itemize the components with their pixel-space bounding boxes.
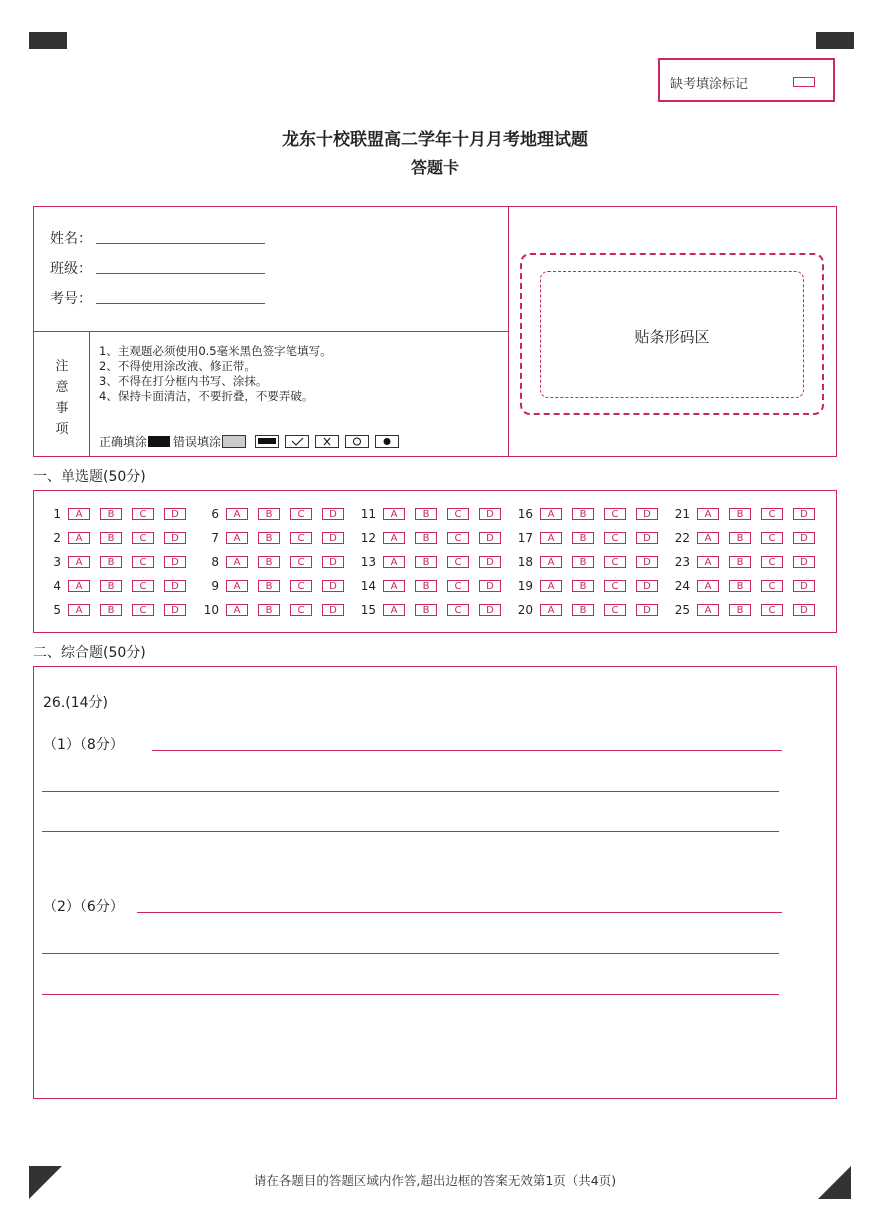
answer-option-c[interactable]: C bbox=[761, 580, 783, 592]
answer-option-a[interactable]: A bbox=[226, 556, 248, 568]
question-number: 19 bbox=[517, 579, 533, 593]
answer-option-c[interactable]: C bbox=[447, 580, 469, 592]
absent-mark-bubble[interactable] bbox=[793, 77, 815, 87]
answer-option-d[interactable]: D bbox=[793, 580, 815, 592]
note-item: 3、不得在打分框内书写、涂抹。 bbox=[99, 374, 268, 388]
page-footer: 请在各题目的答题区域内作答,超出边框的答案无效第1页（共4页) bbox=[253, 1173, 617, 1188]
answer-option-d[interactable]: D bbox=[322, 556, 344, 568]
answer-option-a[interactable]: A bbox=[226, 508, 248, 520]
answer-option-a[interactable]: A bbox=[68, 604, 90, 616]
answer-option-b[interactable]: B bbox=[258, 508, 280, 520]
dot-mark-icon bbox=[375, 435, 399, 448]
answer-option-b[interactable]: B bbox=[572, 604, 594, 616]
answer-option-c[interactable]: C bbox=[604, 556, 626, 568]
answer-option-d[interactable]: D bbox=[322, 604, 344, 616]
question-number: 6 bbox=[211, 507, 219, 521]
answer-option-b[interactable]: B bbox=[415, 532, 437, 544]
answer-option-b[interactable]: B bbox=[100, 604, 122, 616]
answer-option-c[interactable]: C bbox=[604, 532, 626, 544]
question-number: 23 bbox=[674, 555, 690, 569]
answer-option-d[interactable]: D bbox=[479, 532, 501, 544]
note-item: 2、不得使用涂改液、修正带。 bbox=[99, 359, 256, 373]
answer-option-c[interactable]: C bbox=[132, 508, 154, 520]
answer-option-c[interactable]: C bbox=[604, 508, 626, 520]
answer-option-a[interactable]: A bbox=[383, 508, 405, 520]
answer-option-c[interactable]: C bbox=[132, 532, 154, 544]
answer-option-b[interactable]: B bbox=[415, 556, 437, 568]
answer-line[interactable] bbox=[42, 994, 779, 995]
answer-option-b[interactable]: B bbox=[729, 508, 751, 520]
answer-option-b[interactable]: B bbox=[729, 556, 751, 568]
answer-option-a[interactable]: A bbox=[68, 532, 90, 544]
answer-option-a[interactable]: A bbox=[383, 604, 405, 616]
question-number: 1 bbox=[53, 507, 61, 521]
question-number: 9 bbox=[211, 579, 219, 593]
class-field[interactable] bbox=[96, 273, 265, 274]
answer-option-b[interactable]: B bbox=[258, 532, 280, 544]
absent-mark-label: 缺考填涂标记 bbox=[670, 77, 749, 92]
answer-option-a[interactable]: A bbox=[540, 532, 562, 544]
answer-option-c[interactable]: C bbox=[761, 532, 783, 544]
answer-option-d[interactable]: D bbox=[793, 532, 815, 544]
barcode-label: 贴条形码区 bbox=[634, 328, 710, 346]
wrong-fill-label: 错误填涂 bbox=[173, 435, 222, 449]
answer-option-b[interactable]: B bbox=[729, 604, 751, 616]
answer-option-c[interactable]: C bbox=[447, 532, 469, 544]
answer-option-a[interactable]: A bbox=[697, 604, 719, 616]
answer-option-a[interactable]: A bbox=[697, 580, 719, 592]
answer-option-c[interactable]: C bbox=[761, 604, 783, 616]
answer-option-c[interactable]: C bbox=[290, 580, 312, 592]
answer-option-d[interactable]: D bbox=[793, 556, 815, 568]
absent-mark-box bbox=[658, 58, 835, 102]
answer-option-b[interactable]: B bbox=[572, 556, 594, 568]
answer-option-c[interactable]: C bbox=[132, 556, 154, 568]
answer-option-d[interactable]: D bbox=[164, 556, 186, 568]
answer-option-d[interactable]: D bbox=[636, 532, 658, 544]
answer-option-a[interactable]: A bbox=[540, 604, 562, 616]
question-number: 10 bbox=[203, 603, 219, 617]
answer-option-d[interactable]: D bbox=[164, 604, 186, 616]
question-number: 25 bbox=[674, 603, 690, 617]
question-number: 4 bbox=[53, 579, 61, 593]
answer-option-d[interactable]: D bbox=[164, 508, 186, 520]
answer-option-a[interactable]: A bbox=[226, 532, 248, 544]
answer-option-d[interactable]: D bbox=[479, 508, 501, 520]
correct-fill-sample bbox=[148, 436, 170, 447]
answer-option-a[interactable]: A bbox=[540, 556, 562, 568]
answer-option-b[interactable]: B bbox=[415, 580, 437, 592]
answer-option-b[interactable]: B bbox=[100, 580, 122, 592]
answer-line[interactable] bbox=[152, 750, 782, 751]
answer-option-b[interactable]: B bbox=[100, 556, 122, 568]
answer-option-b[interactable]: B bbox=[258, 556, 280, 568]
answer-option-d[interactable]: D bbox=[479, 580, 501, 592]
answer-option-d[interactable]: D bbox=[322, 580, 344, 592]
exam-number-label: 考号： bbox=[50, 291, 92, 307]
question-number: 15 bbox=[360, 603, 376, 617]
answer-option-b[interactable]: B bbox=[100, 508, 122, 520]
name-field[interactable] bbox=[96, 243, 265, 244]
answer-option-b[interactable]: B bbox=[258, 604, 280, 616]
exam-number-field[interactable] bbox=[96, 303, 265, 304]
answer-option-c[interactable]: C bbox=[761, 508, 783, 520]
question-number: 12 bbox=[360, 531, 376, 545]
question-number: 26.(14分) bbox=[43, 695, 109, 711]
answer-option-d[interactable]: D bbox=[164, 580, 186, 592]
name-label: 姓名： bbox=[50, 231, 92, 247]
question-number: 8 bbox=[211, 555, 219, 569]
answer-option-a[interactable]: A bbox=[383, 580, 405, 592]
answer-option-a[interactable]: A bbox=[226, 580, 248, 592]
question-number: 22 bbox=[674, 531, 690, 545]
part-label: （2）（6分） bbox=[43, 899, 124, 915]
question-number: 20 bbox=[517, 603, 533, 617]
answer-option-a[interactable]: A bbox=[697, 556, 719, 568]
question-number: 11 bbox=[360, 507, 376, 521]
alignment-marker-top-left bbox=[29, 32, 67, 49]
part-label: （1）（8分） bbox=[43, 737, 124, 753]
answer-option-a[interactable]: A bbox=[383, 532, 405, 544]
question-number: 3 bbox=[53, 555, 61, 569]
circle-mark-icon bbox=[345, 435, 369, 448]
answer-option-d[interactable]: D bbox=[479, 556, 501, 568]
wrong-fill-sample-light bbox=[222, 435, 246, 448]
answer-option-c[interactable]: C bbox=[132, 580, 154, 592]
note-item: 4、保持卡面清洁，不要折叠，不要弄破。 bbox=[99, 389, 314, 403]
question-number: 7 bbox=[211, 531, 219, 545]
alignment-marker-top-right bbox=[816, 32, 854, 49]
question-number: 21 bbox=[674, 507, 690, 521]
answer-option-a[interactable]: A bbox=[68, 508, 90, 520]
question-number: 17 bbox=[517, 531, 533, 545]
answer-option-d[interactable]: D bbox=[636, 580, 658, 592]
check-mark-icon bbox=[285, 435, 309, 448]
answer-option-a[interactable]: A bbox=[540, 508, 562, 520]
answer-line[interactable] bbox=[137, 912, 782, 913]
answer-option-c[interactable]: C bbox=[290, 604, 312, 616]
question-number: 2 bbox=[53, 531, 61, 545]
answer-option-c[interactable]: C bbox=[290, 556, 312, 568]
page-subtitle: 答题卡 bbox=[410, 158, 459, 177]
answer-option-d[interactable]: D bbox=[636, 556, 658, 568]
divider bbox=[89, 331, 90, 457]
answer-option-c[interactable]: C bbox=[447, 604, 469, 616]
question-number: 5 bbox=[53, 603, 61, 617]
answer-option-d[interactable]: D bbox=[793, 508, 815, 520]
section-title-comprehensive: 二、综合题(50分) bbox=[33, 645, 146, 661]
wrong-fill-sample-bar bbox=[255, 435, 279, 448]
answer-option-a[interactable]: A bbox=[697, 532, 719, 544]
answer-option-d[interactable]: D bbox=[322, 532, 344, 544]
fill-example-row bbox=[99, 433, 399, 450]
answer-line[interactable] bbox=[42, 953, 779, 954]
answer-option-b[interactable]: B bbox=[415, 604, 437, 616]
divider bbox=[33, 331, 509, 332]
answer-option-b[interactable]: B bbox=[572, 532, 594, 544]
answer-option-c[interactable]: C bbox=[761, 556, 783, 568]
answer-option-a[interactable]: A bbox=[697, 508, 719, 520]
question-number: 14 bbox=[360, 579, 376, 593]
answer-option-b[interactable]: B bbox=[572, 580, 594, 592]
answer-option-a[interactable]: A bbox=[68, 580, 90, 592]
question-number: 13 bbox=[360, 555, 376, 569]
answer-option-a[interactable]: A bbox=[383, 556, 405, 568]
answer-option-b[interactable]: B bbox=[729, 580, 751, 592]
answer-option-b[interactable]: B bbox=[415, 508, 437, 520]
answer-option-c[interactable]: C bbox=[447, 508, 469, 520]
class-label: 班级： bbox=[50, 261, 92, 277]
page-title: 龙东十校联盟高二学年十月月考地理试题 bbox=[282, 130, 588, 150]
answer-option-d[interactable]: D bbox=[322, 508, 344, 520]
answer-option-a[interactable]: A bbox=[540, 580, 562, 592]
cross-mark-icon bbox=[315, 435, 339, 448]
answer-option-c[interactable]: C bbox=[447, 556, 469, 568]
answer-option-c[interactable]: C bbox=[604, 604, 626, 616]
notes-heading: 注意事项 bbox=[55, 359, 69, 437]
question-number: 18 bbox=[517, 555, 533, 569]
answer-option-b[interactable]: B bbox=[729, 532, 751, 544]
answer-option-d[interactable]: D bbox=[636, 508, 658, 520]
answer-option-b[interactable]: B bbox=[258, 580, 280, 592]
answer-option-d[interactable]: D bbox=[164, 532, 186, 544]
question-number: 16 bbox=[517, 507, 533, 521]
question-number: 24 bbox=[674, 579, 690, 593]
answer-option-d[interactable]: D bbox=[793, 604, 815, 616]
answer-option-c[interactable]: C bbox=[604, 580, 626, 592]
note-item: 1、主观题必须使用0.5毫米黑色签字笔填写。 bbox=[99, 344, 332, 358]
answer-option-b[interactable]: B bbox=[100, 532, 122, 544]
answer-option-a[interactable]: A bbox=[68, 556, 90, 568]
answer-option-c[interactable]: C bbox=[132, 604, 154, 616]
answer-line[interactable] bbox=[42, 831, 779, 832]
answer-line[interactable] bbox=[42, 791, 779, 792]
answer-option-d[interactable]: D bbox=[636, 604, 658, 616]
comprehensive-answer-box bbox=[33, 666, 837, 1099]
answer-option-c[interactable]: C bbox=[290, 508, 312, 520]
section-title-single-choice: 一、单选题(50分) bbox=[33, 469, 146, 485]
answer-option-d[interactable]: D bbox=[479, 604, 501, 616]
correct-fill-label: 正确填涂 bbox=[99, 435, 148, 449]
answer-option-b[interactable]: B bbox=[572, 508, 594, 520]
answer-option-a[interactable]: A bbox=[226, 604, 248, 616]
answer-option-c[interactable]: C bbox=[290, 532, 312, 544]
